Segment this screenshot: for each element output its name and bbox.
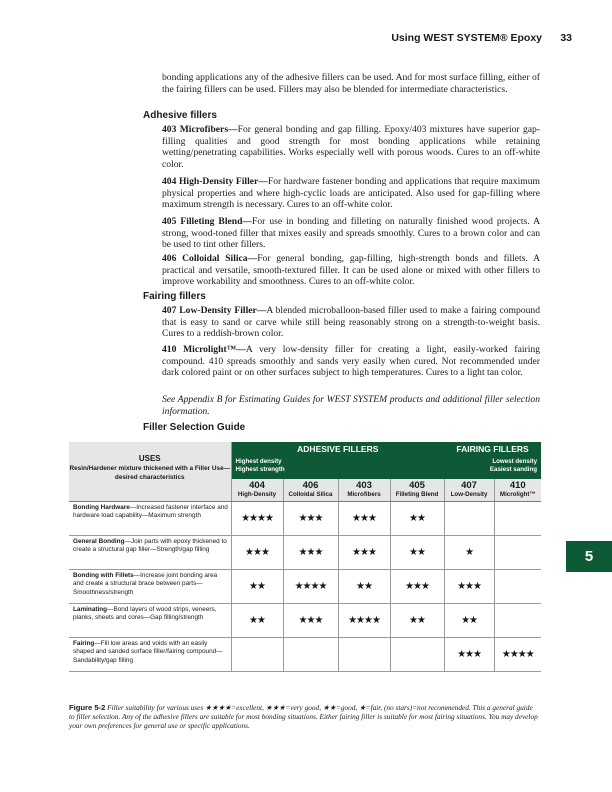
rating-cell: ★ (444, 536, 494, 570)
rating-cell: ★★★★ (283, 570, 338, 604)
row-title: Bonding with Fillets (73, 572, 134, 579)
col-407 (444, 479, 494, 502)
item-410 (162, 344, 540, 379)
uses-subtitle: Resin/Hardener mixture thickened with a Filler Use—desired characteristics (69, 465, 231, 481)
col-410 (494, 479, 541, 502)
item-text: For use in bonding and filleting on naturally finished wood projects. A strong, wood-toned filler that mixes easily and spreads smoothly. Cures to a brown color and can be used to tint other fillers. (162, 216, 541, 251)
rating-cell (390, 638, 444, 672)
row-title: Fairing (73, 640, 95, 647)
row-label (69, 638, 231, 672)
arrow-shaft (390, 456, 444, 479)
col-name: Microfibers (347, 491, 381, 498)
col-403 (338, 479, 390, 502)
rating-cell: ★★ (444, 604, 494, 638)
col-name: Microlight™ (499, 491, 536, 498)
caption-text: Filler suitability for various uses ★★★★=excellent, ★★★=very good, ★★=good, ★=fair, (no stars)=not recommended. This a general guide to filler selection. Any of the adhesive fillers are suitable for most bonding situations. Either fairing filler is suitable for most fairing situations. You may develop your own preferences for general use or specific applications. (69, 703, 538, 730)
item-407 (162, 305, 540, 340)
col-num: 403 (356, 480, 372, 491)
item-name: 407 Low-Density Filler— (162, 305, 267, 316)
row-label (69, 604, 231, 638)
guide-heading: Filler Selection Guide (143, 422, 246, 433)
item-406 (162, 253, 540, 288)
running-header (0, 12, 612, 44)
item-text: A very low-density filler for creating a light, easily-worked fairing compound. 410 spreads smoothly and sands very easily when cured. Not recommended under dark colored paint or on other surfaces subject to high temperatures. Cures to a light tan color. (162, 344, 540, 379)
rating-cell: ★★★ (283, 604, 338, 638)
rating-cell: ★★★★ (338, 604, 390, 638)
item-403 (162, 124, 540, 170)
row-label (69, 570, 231, 604)
header-title: Using WEST SYSTEM® Epoxy (391, 32, 542, 44)
rating-cell (231, 638, 283, 672)
rating-cell (494, 536, 541, 570)
col-num: 410 (509, 480, 526, 491)
arrow-right-line1: Lowest density (492, 458, 538, 465)
item-name: 410 Microlight™— (162, 344, 246, 355)
col-num: 406 (302, 480, 319, 491)
table-row (69, 638, 541, 672)
row-desc: —Bond layers of wood strips, veneers, planks, sheets and cores—Gap filling/strength (73, 606, 217, 622)
item-text: For hardware fastener bonding and applications that require maximum physical properties and where high-cyclic loads are anticipated. Also used for gap-filling where maximum strength is necessary. Cures to an off-white color. (162, 176, 540, 211)
uses-header (69, 442, 231, 502)
rating-cell: ★★ (231, 570, 283, 604)
item-name: 404 High-Density Filler— (162, 176, 268, 187)
rating-cell: ★★★ (283, 536, 338, 570)
adhesive-group-header: ADHESIVE FILLERS (231, 442, 444, 456)
fairing-heading: Fairing fillers (143, 291, 206, 302)
item-text: For general bonding, gap-filling, high-strength bonds and fillets. A practical and versatile, smooth-textured filler. It can be used alone or mixed with other fillers to improve workability and smoothness. Cures to an off-white color. (162, 253, 540, 288)
item-404 (162, 176, 540, 211)
col-404 (231, 479, 283, 502)
rating-cell: ★★★ (231, 536, 283, 570)
row-title: General Bonding (73, 538, 125, 545)
table-row (69, 536, 541, 570)
rating-cell (444, 502, 494, 536)
row-desc: —Increase joint bonding area and create a structural brace between parts—Smoothness/strength (73, 572, 218, 596)
row-title: Bonding Hardware (73, 504, 130, 511)
uses-title: USES (138, 454, 161, 463)
table-row (69, 604, 541, 638)
chapter-tab: 5 (566, 541, 612, 572)
rating-cell: ★★★ (390, 570, 444, 604)
rating-cell: ★★★ (444, 570, 494, 604)
col-name: Low-Density (450, 491, 488, 498)
row-title: Laminating (73, 606, 108, 613)
caption-label: Figure 5-2 (69, 703, 106, 712)
page-number: 33 (560, 32, 572, 44)
rating-cell: ★★★★ (231, 502, 283, 536)
item-name: 403 Microfibers— (162, 124, 238, 135)
col-406 (283, 479, 338, 502)
table-row (69, 570, 541, 604)
rating-cell: ★★ (338, 570, 390, 604)
rating-cell (494, 502, 541, 536)
col-num: 407 (461, 480, 477, 491)
rating-cell: ★★★ (444, 638, 494, 672)
fairing-group-header: FAIRING FILLERS (444, 442, 541, 456)
item-text: For general bonding and gap filling. Epoxy/403 mixtures have superior gap-filling qualities and good strength for most bonding applications while retaining wetting/penetrating capabilities. Works especially well with porous woods. Cures to an off-white color. (162, 124, 540, 170)
intro-paragraph: bonding applications any of the adhesive fillers can be used. And for most surface filling, either of the fairing fillers can be used. Fillers may also be blended for intermediate characteristics. (162, 72, 540, 95)
col-name: High-Density (237, 491, 277, 498)
arrow-right-line2: Easiest sanding (489, 465, 538, 473)
arrow-left-line2: Highest strength (235, 465, 285, 473)
appendix-note: See Appendix B for Estimating Guides for WEST SYSTEM products and additional filler selection information. (162, 394, 540, 417)
rating-cell: ★★★ (283, 502, 338, 536)
rating-cell: ★★ (390, 536, 444, 570)
row-label (69, 502, 231, 536)
col-num: 405 (409, 480, 425, 491)
col-405 (390, 479, 444, 502)
filler-selection-table (69, 442, 541, 672)
table-row (69, 502, 541, 536)
row-label (69, 536, 231, 570)
item-name: 406 Colloidal Silica— (162, 253, 258, 264)
row-desc: —Fill low areas and voids with an easily shaped and sanded surface filler/fairing compound—Sandability/gap filling (73, 640, 223, 664)
rating-cell: ★★ (231, 604, 283, 638)
item-name: 405 Filleting Blend— (162, 216, 253, 227)
density-arrow-right (444, 456, 541, 479)
arrow-left-line1: Highest density (235, 458, 282, 465)
col-name: Filleting Blend (395, 491, 439, 498)
density-arrow-left (231, 456, 390, 479)
rating-cell (283, 638, 338, 672)
rating-cell: ★★ (390, 604, 444, 638)
rating-cell: ★★★★ (494, 638, 541, 672)
rating-cell: ★★★ (338, 502, 390, 536)
row-desc: —Join parts with epoxy thickened to create a structural gap filler—Strength/gap filling (73, 538, 227, 554)
rating-cell: ★★ (390, 502, 444, 536)
rating-cell: ★★★ (338, 536, 390, 570)
rating-cell (494, 604, 541, 638)
item-405 (162, 216, 540, 251)
adhesive-heading: Adhesive fillers (143, 110, 217, 121)
row-desc: —Increased fastener interface and hardware load capability—Maximum strength (73, 504, 228, 520)
figure-caption (69, 703, 539, 730)
rating-cell (494, 570, 541, 604)
col-num: 404 (249, 480, 265, 491)
col-name: Colloidal Silica (288, 491, 333, 498)
rating-cell (338, 638, 390, 672)
item-text: A blended microballoon-based filler used to make a fairing compound that is easy to sand or carve while still being reasonably strong on a strength-to-weight basis. Cures to a reddish-brown color. (162, 305, 540, 340)
